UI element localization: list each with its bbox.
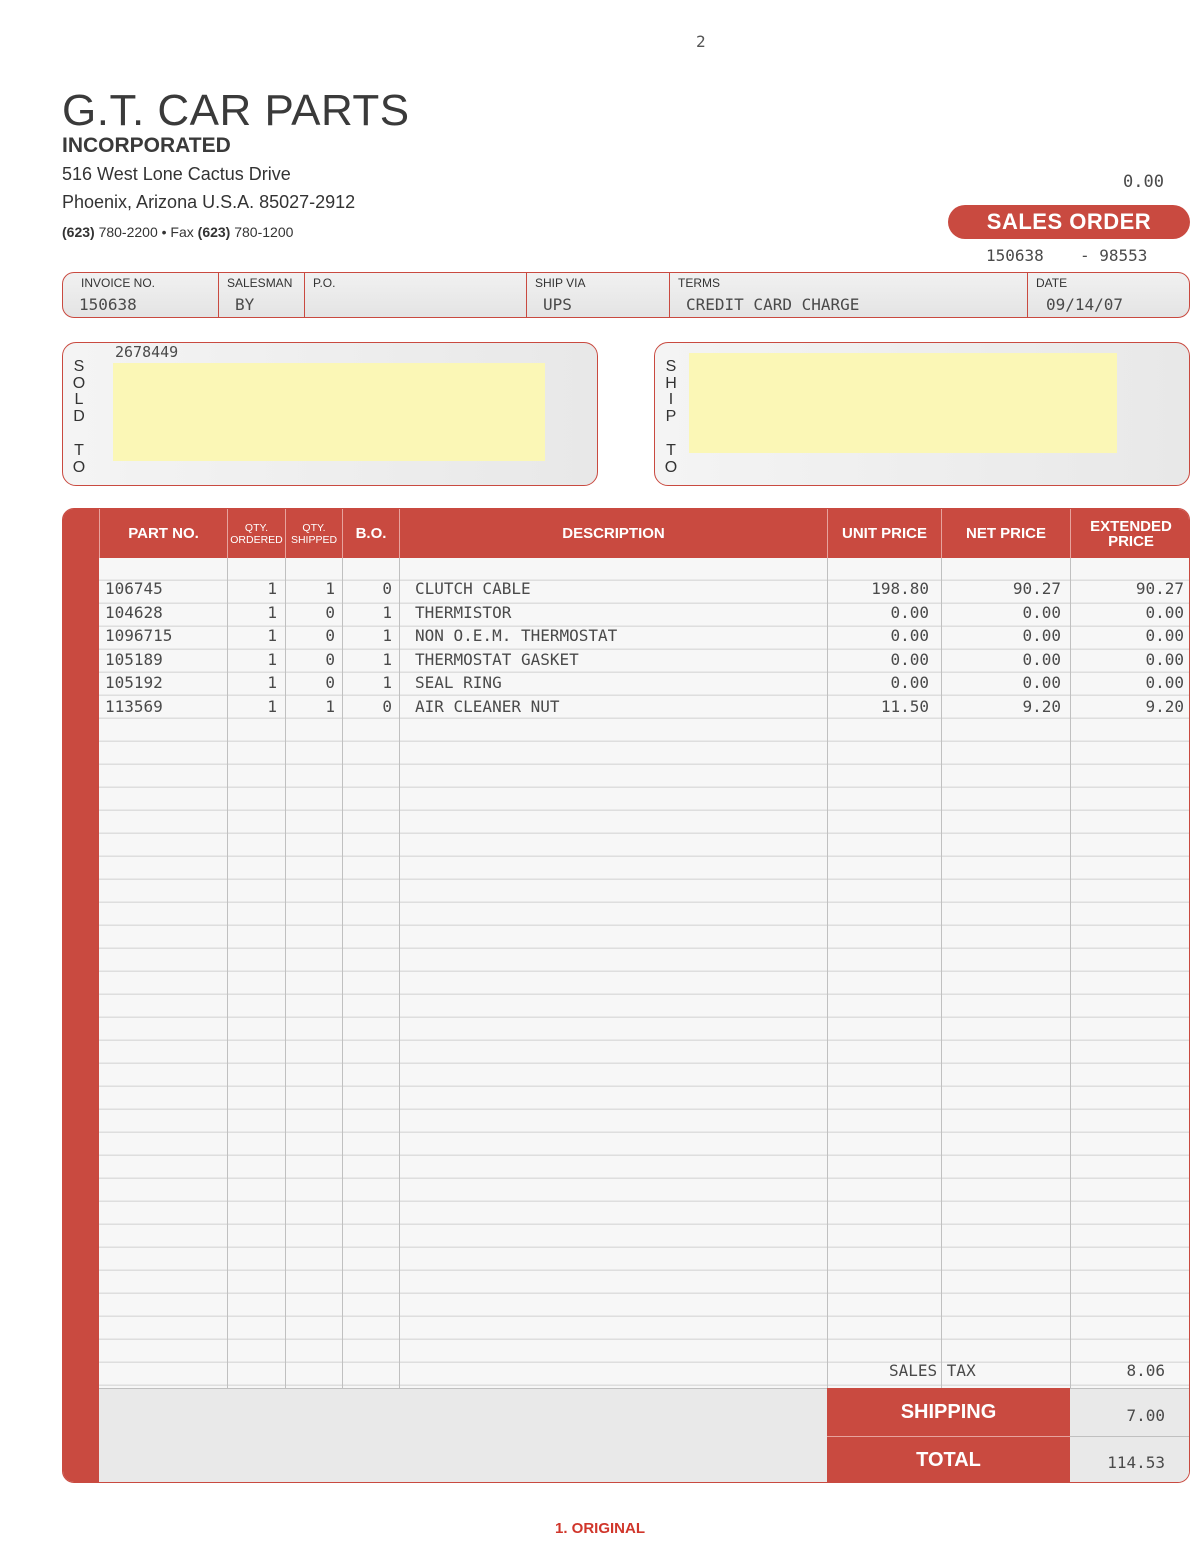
qty-ordered-cell: 1 <box>267 696 277 716</box>
header-unit-price: UNIT PRICE <box>827 509 941 558</box>
company-phone <box>62 224 293 240</box>
salesman-cell <box>219 273 305 317</box>
salesman-value: BY <box>235 295 255 314</box>
fax-area: (623) <box>197 224 231 240</box>
table-row <box>99 626 1189 649</box>
ship-to-letter: S <box>665 358 677 375</box>
sold-to-label <box>71 359 87 476</box>
line-items-table <box>62 508 1190 1483</box>
bo-cell: 0 <box>382 696 392 716</box>
copy-label: 1. ORIGINAL <box>554 1520 645 1537</box>
unit-price-cell: 0.00 <box>890 626 929 645</box>
unit-price-cell: 198.80 <box>871 579 929 598</box>
extended-price-cell: 9.20 <box>1145 696 1184 716</box>
sold-to-letter: D <box>73 407 85 425</box>
description-cell: AIR CLEANER NUT <box>415 696 560 716</box>
ship-to-letter: O <box>664 458 678 476</box>
qty-shipped-cell: 0 <box>325 673 335 692</box>
sales-tax-label: SALES TAX <box>889 1361 976 1380</box>
qty-ordered-cell: 1 <box>267 649 277 669</box>
terms-cell <box>670 273 1028 317</box>
qty-ordered-cell: 1 <box>267 626 277 645</box>
description-cell: THERMISTOR <box>415 602 512 622</box>
qty-shipped-cell: 0 <box>325 626 335 645</box>
net-price-cell: 0.00 <box>1022 602 1061 622</box>
company-name: G.T. CAR PARTS <box>62 86 410 135</box>
sold-to-letter: S <box>73 358 85 375</box>
description-cell: SEAL RING <box>415 673 502 692</box>
ship-to-letter: I <box>668 391 674 408</box>
total-value: 114.53 <box>1107 1453 1165 1472</box>
document-title: SALES ORDER <box>948 205 1190 239</box>
table-row <box>99 603 1189 626</box>
unit-price-cell: 0.00 <box>890 602 929 622</box>
sold-to-letter: O <box>72 458 86 476</box>
table-left-bar <box>63 509 99 1482</box>
unit-price-cell: 0.00 <box>890 673 929 692</box>
ship-to-letter: H <box>665 374 677 392</box>
ship-to-spacer <box>663 425 679 443</box>
sold-to-spacer <box>71 425 87 443</box>
sold-to-letter: T <box>74 442 84 459</box>
table-row <box>99 673 1189 696</box>
po-label: P.O. <box>313 276 336 290</box>
top-amount: 0.00 <box>1123 172 1164 192</box>
company-address-line2: Phoenix, Arizona U.S.A. 85027-2912 <box>62 192 356 212</box>
ship-via-value: UPS <box>543 295 572 314</box>
total-label: TOTAL <box>827 1436 1070 1483</box>
bo-cell: 1 <box>382 649 392 669</box>
qty-ordered-cell: 1 <box>267 602 277 622</box>
page-mark: 2 <box>696 32 706 51</box>
header-extended-price: EXTENDED PRICE <box>1070 509 1190 558</box>
description-cell: THERMOSTAT GASKET <box>415 649 579 669</box>
extended-price-cell: 0.00 <box>1145 626 1184 645</box>
bo-cell: 1 <box>382 673 392 692</box>
qty-shipped-cell: 0 <box>325 649 335 669</box>
ship-to-letter: T <box>666 442 676 459</box>
ship-via-cell <box>527 273 670 317</box>
ship-to-box <box>654 342 1190 486</box>
phone-area: (623) <box>62 224 95 240</box>
header-qty-ordered: QTY. ORDERED <box>227 509 285 558</box>
unit-price-cell: 0.00 <box>890 649 929 669</box>
part-number-cell: 113569 <box>105 696 163 716</box>
invoice-value: 150638 <box>79 295 137 314</box>
sold-to-redaction <box>113 363 545 461</box>
shipping-value: 7.00 <box>1126 1406 1165 1425</box>
part-number-cell: 105189 <box>105 649 163 669</box>
order-suffix: - 98553 <box>1080 246 1148 265</box>
order-number: 150638 <box>986 246 1044 265</box>
extended-price-cell: 0.00 <box>1145 602 1184 622</box>
account-number: 2678449 <box>115 343 179 361</box>
net-price-cell: 0.00 <box>1022 626 1061 645</box>
ship-to-redaction <box>689 353 1117 453</box>
company-suffix: INCORPORATED <box>62 134 231 157</box>
extended-price-cell: 0.00 <box>1145 673 1184 692</box>
date-value: 09/14/07 <box>1046 295 1124 314</box>
po-cell <box>305 273 527 317</box>
extended-price-cell: 90.27 <box>1135 579 1184 598</box>
net-price-cell: 9.20 <box>1022 696 1061 716</box>
qty-ordered-cell: 1 <box>267 673 277 692</box>
table-row <box>99 650 1189 673</box>
ship-to-letter: P <box>665 407 677 425</box>
unit-price-cell: 11.50 <box>880 696 929 716</box>
qty-shipped-cell: 0 <box>325 602 335 622</box>
salesman-label: SALESMAN <box>227 276 293 290</box>
qty-shipped-cell: 1 <box>325 579 335 598</box>
sales-tax-value: 8.06 <box>1126 1361 1165 1380</box>
order-info-strip <box>62 272 1190 318</box>
header-qty-shipped: QTY. SHIPPED <box>285 509 342 558</box>
invoice-label: INVOICE NO. <box>81 276 156 290</box>
ship-via-label: SHIP VIA <box>535 276 586 290</box>
part-number-cell: 106745 <box>105 579 163 598</box>
table-row <box>99 697 1189 720</box>
header-bo: B.O. <box>342 509 399 558</box>
header-net-price: NET PRICE <box>941 509 1070 558</box>
net-price-cell: 0.00 <box>1022 673 1061 692</box>
net-price-cell: 0.00 <box>1022 649 1061 669</box>
ship-to-label <box>663 359 679 476</box>
header-part-no: PART NO. <box>99 509 227 558</box>
company-address-line1: 516 West Lone Cactus Drive <box>62 164 291 184</box>
phone-number: 780-2200 • Fax <box>94 224 198 240</box>
part-number-cell: 105192 <box>105 673 163 692</box>
date-cell <box>1028 273 1191 317</box>
table-header <box>63 509 1189 558</box>
bo-cell: 1 <box>382 602 392 622</box>
fax-number: 780-1200 <box>230 224 294 240</box>
bo-cell: 0 <box>382 579 392 598</box>
net-price-cell: 90.27 <box>1012 579 1061 598</box>
terms-label: TERMS <box>678 276 720 290</box>
qty-ordered-cell: 1 <box>267 579 277 598</box>
header-description: DESCRIPTION <box>399 509 827 558</box>
qty-shipped-cell: 1 <box>325 696 335 716</box>
part-number-cell: 104628 <box>105 602 163 622</box>
sold-to-letter: O <box>72 374 86 392</box>
description-cell: NON O.E.M. THERMOSTAT <box>415 626 618 645</box>
sold-to-letter: L <box>74 391 84 408</box>
bo-cell: 1 <box>382 626 392 645</box>
extended-price-cell: 0.00 <box>1145 649 1184 669</box>
table-row <box>99 579 1189 602</box>
description-cell: CLUTCH CABLE <box>415 579 531 598</box>
date-label: DATE <box>1036 276 1068 290</box>
invoice-cell <box>63 273 219 317</box>
total-divider <box>1070 1436 1189 1437</box>
terms-value: CREDIT CARD CHARGE <box>686 295 860 314</box>
part-number-cell: 1096715 <box>105 626 173 645</box>
sold-to-box <box>62 342 598 486</box>
shipping-label: SHIPPING <box>827 1388 1070 1436</box>
